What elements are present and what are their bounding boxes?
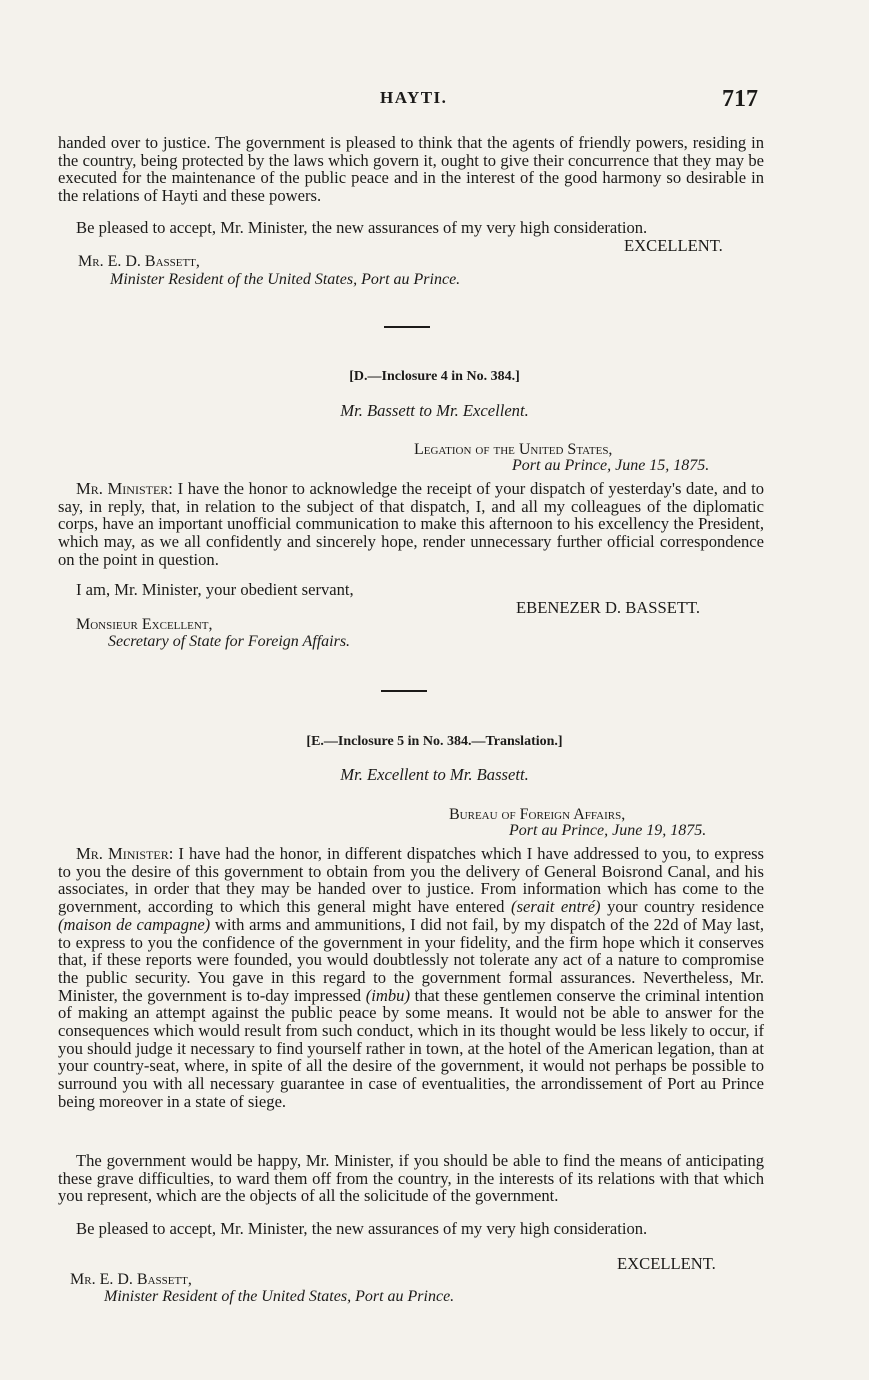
section-e-title: Mr. Excellent to Mr. Bassett. [340,765,529,784]
section-d-date: Port au Prince, June 15, 1875. [512,457,710,474]
section-d-closing: I am, Mr. Minister, your obedient servant, [76,580,354,599]
section-d-title: Mr. Bassett to Mr. Excellent. [340,401,529,420]
running-head: HAYTI. [380,88,448,107]
section-d-heading: [D.—Inclosure 4 in No. 384.] [349,369,520,384]
section-d-addressee-name: Monsieur Excellent, [76,616,213,633]
section-e-text: I have had the honor, in different dispatches which I have addressed to you, to express to you the desire of this government to obtain from you the delivery of General Boisrond Canal, and his associates, in order that they may be handed over to justice. From information which has come to the government, according to which this general might have entered [58,844,765,917]
section-e-closing: Be pleased to accept, Mr. Minister, the new assurances of my very high consideration. [76,1219,648,1238]
section-e-french-term: (serait entré) [511,897,601,917]
page-number: 717 [722,86,758,112]
section-d-location: Legation of the United States, [414,441,613,458]
section-e-paragraph-2: The government would be happy, Mr. Minister, if you should be able to find the means of anticipating these grave difficulties, to ward them off from the country, in the interests of its relations with that which you represent, which are the objects of all the solicitude of the government. [58,1151,764,1206]
section-e-date: Port au Prince, June 19, 1875. [509,822,707,839]
section-c-addressee-title: Minister Resident of the United States, Port au Prince. [110,271,461,288]
section-e-location: Bureau of Foreign Affairs, [449,806,626,823]
section-e-salutation: Mr. Minister: [76,844,174,863]
section-divider [384,326,430,328]
section-c-body: handed over to justice. The government is pleased to think that the agents of friendly powers, residing in the country, being protected by the laws which govern it, ought to give their concurrence that they may be executed for the maintenance of the public peace and in the interest of the good harmony so desirable in the relations of Hayti and these powers. [58,133,764,206]
page-header [0,86,869,116]
section-e-addressee-title: Minister Resident of the United States, Port au Prince. [104,1288,455,1305]
section-e-french-term: (imbu) [365,985,410,1005]
section-d-addressee-title: Secretary of State for Foreign Affairs. [108,633,351,650]
section-c-addressee-name: Mr. E. D. Bassett, [78,253,200,270]
section-e-signature: EXCELLENT. [617,1254,716,1273]
section-c-signature: EXCELLENT. [624,236,723,255]
section-e-text: that these gentlemen conserve the criminal intention of making an attempt against the public peace by some means. It would not be able to answer for the consequences which would result from such conduct, which in its thought would be less likely to occur, if you should judge it necessary to find yourself rather in town, at the hotel of the American legation, than at your country-seat, where, in spite of all the desire of the government, it would not perhaps be possible to surround you with all necessary guarantee in case of eventualities, the arrondissement of Port au Prince being moreover in a state of siege. [58,985,764,1111]
section-e-text: your country residence [600,897,765,917]
section-e-addressee-name: Mr. E. D. Bassett, [70,1271,192,1288]
section-e-text: with arms and ammunitions, I did not fail, by my dispatch of the 22d of May last, to express to you the confidence of the government in your fidelity, and the firm hope which it conserves that, if these reports were founded, you would doubtlessly not tolerate any act of a nature to compromise the public security. You gave in this regard to the government formal assurances. Nevertheless, Mr. Minister, the government is to-day impressed [58,914,764,1005]
section-e-heading: [E.—Inclosure 5 in No. 384.—Translation.] [306,734,563,749]
section-d-salutation: Mr. Minister: [76,479,173,498]
section-d-paragraph [58,480,764,569]
section-d-body: I have the honor to acknowledge the receipt of your dispatch of yesterday's date, and to say, in reply, that, in relation to the subject of that dispatch, I, and all my colleagues of the diplomatic corps, have an important unofficial communication to make this afternoon to his excellency the President, which may, as we all confidently and sincerely hope, render unnecessary further official correspondence on the point in question. [58,479,764,569]
section-e-french-term: (maison de campagne) [58,914,211,934]
section-c-closing: Be pleased to accept, Mr. Minister, the new assurances of my very high consideration. [76,218,648,237]
section-d-signature: EBENEZER D. BASSETT. [516,598,701,617]
section-divider [381,690,427,692]
section-e-paragraph-1 [58,845,764,1111]
